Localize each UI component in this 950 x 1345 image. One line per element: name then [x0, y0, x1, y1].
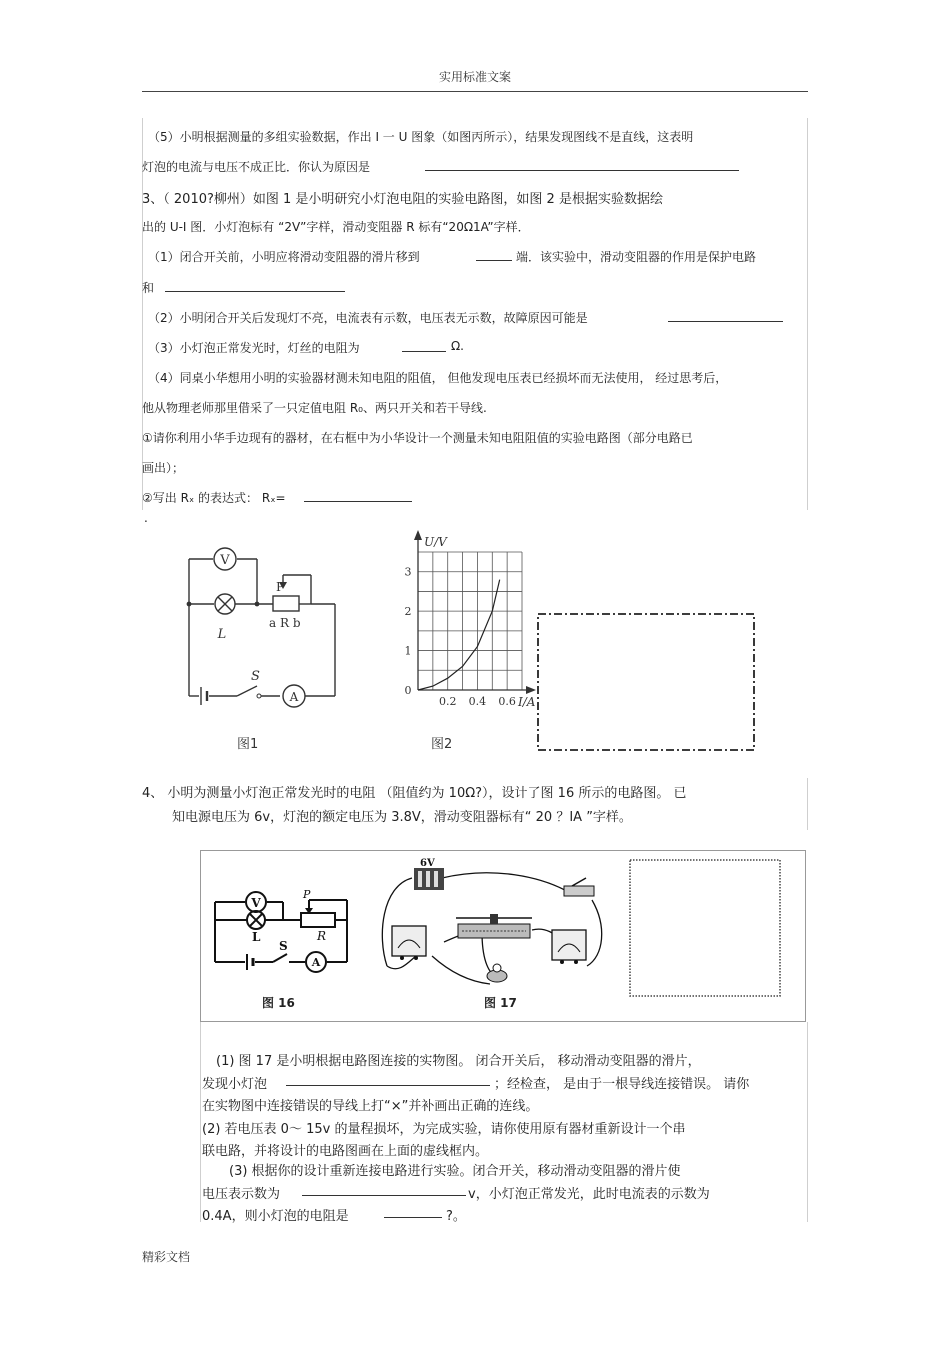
x-tick-label: 0.4 [468, 695, 487, 708]
figure-17-apparatus [372, 856, 612, 996]
frame-border-right-q4 [807, 778, 808, 830]
frame-border-right-q4b [807, 1022, 808, 1222]
q4-part3-b-a: 电压表示数为 [202, 1187, 281, 1202]
rheostat-p-label: P [276, 580, 285, 594]
switch-device [564, 886, 594, 896]
q4-part2-b: 联电路，并将设计的电路图画在上面的虚线框内。 [202, 1144, 489, 1159]
switch-label: S [251, 669, 260, 684]
lamp-label: L [217, 627, 227, 642]
q3-part4-b: 他从物理老师那里借采了一只定值电阻 R₀、两只开关和若干导线. [142, 401, 487, 415]
switch-contact [257, 694, 261, 698]
q3-part1-a: （1）闭合开关前，小明应将滑动变阻器的滑片移到 [148, 250, 420, 264]
q4-part3-c-a: 0.4A，则小灯泡的电阻是 [202, 1209, 349, 1224]
q3-part3-b: Ω. [451, 339, 464, 353]
q3-part2-blank[interactable] [668, 309, 783, 322]
q3-part1-blank2[interactable] [165, 279, 345, 292]
q3-part4-e: ②写出 Rₓ 的表达式： Rₓ= [142, 491, 286, 505]
q3-part4-c: ①请你利用小华手边现有的器材，在右框中为小华设计一个测量未知电阻阻值的实验电路图（部分电路已 [142, 431, 693, 445]
q3-stem-line2: 出的 U-I 图．小灯泡标有 “2V”字样，滑动变阻器 R 标有“20Ω1A”字样． [142, 220, 530, 234]
figure-1-caption: 图1 [237, 737, 259, 752]
q4-part1-blank[interactable] [286, 1073, 490, 1086]
header-rule [142, 91, 808, 92]
figure-16-circuit [205, 880, 355, 980]
voltmeter-device [392, 926, 426, 956]
x-axis-arrow [526, 686, 536, 694]
q4-part3-b-b: v，小灯泡正常发光，此时电流表的示数为 [468, 1187, 710, 1202]
y-axis-arrow [414, 530, 422, 540]
q4-stem-line2: 知电源电压为 6v，灯泡的额定电压为 3.8V，滑动变阻器标有“ 20 ？IA ”字样。 [172, 810, 632, 825]
y-tick-label: 2 [404, 605, 412, 619]
q4-part1-c: 在实物图中连接错误的导线上打“×”并补画出正确的连线。 [202, 1099, 539, 1114]
q4-part3-blank-voltage[interactable] [302, 1183, 466, 1196]
q4-part3-blank-resistance[interactable] [384, 1205, 442, 1218]
q2-part5-line1: （5）小明根据测量的多组实验数据，作出 I 一 U 图象（如图丙所示），结果发现图线不是直线，这表明 [148, 130, 694, 144]
q4-part1-b-b: ；经检查， 是由于一根导线连接错误。 请你 [494, 1077, 750, 1092]
chart-grid [418, 552, 522, 690]
q3-rx-expression-blank[interactable] [304, 489, 412, 502]
wire [442, 873, 572, 894]
voltmeter-label: V [251, 896, 261, 910]
x-tick-label: 0.6 [498, 695, 516, 708]
stray-dot: . [144, 511, 148, 525]
figure-16-caption: 图 16 [262, 996, 295, 1010]
rheostat-symbol [301, 913, 335, 927]
series-line [418, 580, 500, 690]
rheostat-r-label: R [317, 929, 327, 943]
q3-part1-b: 端．该实验中，滑动变阻器的作用是保护电路 [516, 250, 757, 264]
q3-part2: （2）小明闭合开关后发现灯不亮，电流表有示数，电压表无示数，故障原因可能是 [148, 311, 588, 325]
ammeter-device [552, 930, 586, 960]
rheostat-abr-labels: a R b [269, 616, 301, 630]
q3-part4-d: 画出）； [142, 461, 185, 475]
y-axis-label: U/V [424, 535, 447, 549]
q4-answer-box[interactable] [628, 858, 784, 1000]
x-tick-label: 0.2 [438, 695, 457, 708]
q3-part1-blank1[interactable] [476, 248, 512, 261]
y-tick-label: 1 [404, 644, 412, 658]
figure-17-caption: 图 17 [484, 996, 517, 1010]
page-header-title: 实用标准文案 [438, 70, 511, 84]
junction-dot [187, 602, 192, 607]
switch-label: S [279, 939, 288, 953]
wire [587, 900, 602, 966]
q4-part2-a: (2) 若电压表 0～ 15v 的量程损坏，为完成实验，请你使用原有器材重新设计一个串 [202, 1122, 686, 1137]
q3-part4-a: （4）同桌小华想用小明的实验器材测未知电阻的阻值， 但他发现电压表已经损坏而无法使用， 经过思考后， [148, 371, 728, 385]
ammeter-label: A [289, 690, 299, 704]
q4-stem-line1: 4、 小明为测量小灯泡正常发光时的电阻 （阻值约为 10Ω?），设计了图 16 所示的电路图。 已 [142, 786, 687, 801]
y-tick-label: 0 [404, 684, 412, 697]
wire [432, 956, 490, 984]
q4-part3-a: (3) 根据你的设计重新连接电路进行实验。闭合开关，移动滑动变阻器的滑片使 [229, 1164, 681, 1179]
figure-2-chart [400, 528, 540, 708]
q3-part3-a: （3）小灯泡正常发光时，灯丝的电阻为 [148, 341, 360, 355]
frame-border-left-q4 [200, 1022, 201, 1222]
rheostat-p-label: P [303, 888, 311, 901]
q4-part1-b-a: 发现小灯泡 [202, 1077, 268, 1092]
chart-axes [418, 538, 528, 690]
figure-2-caption: 图2 [431, 737, 453, 752]
q3-part1-c: 和 [142, 281, 155, 295]
q2-part5-line2: 灯泡的电流与电压不成正比．你认为原因是 [142, 160, 371, 174]
x-axis-label: I/A [518, 695, 536, 708]
page-footer: 精彩文档 [142, 1250, 191, 1264]
q2-part5-answer-blank[interactable] [425, 158, 739, 171]
y-tick-label: 3 [404, 565, 412, 579]
voltmeter-label: V [220, 553, 230, 568]
lamp-label: L [252, 930, 261, 944]
frame-border-left [142, 118, 143, 510]
q3-answer-dashed-box[interactable] [536, 612, 758, 754]
frame-border-right [807, 118, 808, 510]
q3-part3-blank[interactable] [402, 339, 446, 352]
ammeter-label: A [311, 956, 321, 969]
switch-blade [237, 686, 257, 696]
rheostat-symbol [273, 596, 299, 611]
power-supply-label: 6V [420, 858, 435, 869]
junction-dot [255, 602, 260, 607]
figure-1-circuit [165, 535, 345, 755]
q3-stem-line1: 3、（ 2010?柳州）如图 1 是小明研究小灯泡电阻的实验电路图，如图 2 是根据实验数据绘 [142, 192, 663, 207]
q4-part1-a: (1) 图 17 是小明根据电路图连接的实物图。 闭合开关后， 移动滑动变阻器的滑片， [216, 1054, 701, 1069]
q4-part3-c-b: ?。 [446, 1209, 466, 1224]
